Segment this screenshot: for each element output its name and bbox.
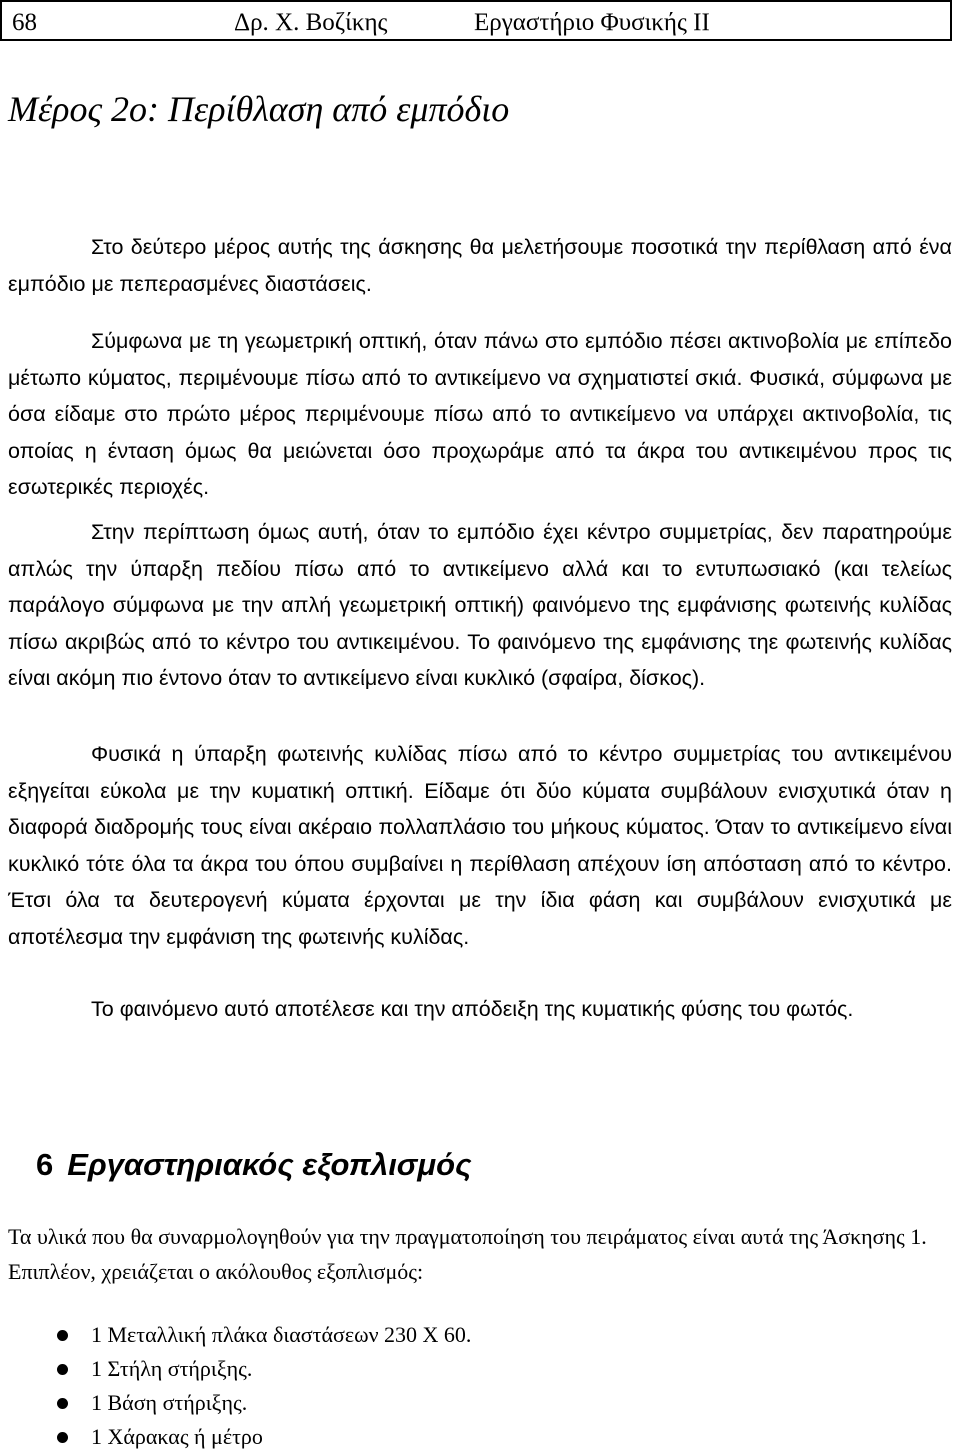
section-number: 6: [36, 1147, 54, 1182]
paragraph-wave-nature: Το φαινόμενο αυτό αποτέλεσε και την απόδειξη της κυματικής φύσης του φωτός.: [91, 997, 854, 1021]
section-heading: [36, 1147, 472, 1183]
section-title-text: Εργαστηριακός εξοπλισμός: [67, 1147, 472, 1182]
header-author: Δρ. Χ. Βοζίκης: [234, 9, 388, 36]
bullet-icon: [57, 1432, 68, 1443]
list-item: 1 Μεταλλική πλάκα διαστάσεων 230 Χ 60.: [0, 1318, 471, 1352]
equipment-list: [0, 1318, 471, 1454]
header-lab-title: Εργαστήριο Φυσικής ΙΙ: [474, 9, 710, 36]
part-title: Μέρος 2ο: Περίθλαση από εμπόδιο: [8, 89, 510, 129]
page-number: 68: [12, 9, 37, 36]
list-item: 1 Χάρακας ή μέτρο: [0, 1420, 471, 1454]
paragraph-wave-optics: Φυσικά η ύπαρξη φωτεινής κυλίδας πίσω από το κέντρο συμμετρίας του αντικειμένου εξηγείται εύκολα με την κυματική οπτική. Είδαμε ότι δύο κύματα συμβάλουν ενισχυτικά όταν η διαφορά διαδρομής τους είναι ακέραιο πολλαπλάσιο του μήκους κύματος. Όταν το αντικείμενο είναι κυκλικό τότε όλα τα άκρα του όπου συμβαίνει η περίθλαση απέχουν ίση απόσταση από το κέντρο. Έτσι όλα τα δευτερογενή κύματα έρχονται με την ίδια φάση και συμβάλουν ενισχυτικά με αποτέλεσμα την εμφάνιση της φωτεινής κυλίδας.: [8, 742, 952, 949]
equipment-intro: Τα υλικά που θα συναρμολογηθούν για την πραγματοποίηση του πειράματος είναι αυτά της Άσκησης 1. Επιπλέον, χρειάζεται ο ακόλουθος εξοπλισμός:: [8, 1224, 927, 1284]
bullet-icon: [57, 1330, 68, 1341]
page-header: [0, 0, 952, 41]
paragraph-symmetry-center: Στην περίπτωση όμως αυτή, όταν το εμπόδιο έχει κέντρο συμμετρίας, δεν παρατηρούμε απλώς την ύπαρξη πεδίου πίσω από το αντικείμενο αλλά και το εντυπωσιακό (και τελείως παράλογο σύμφωνα με την απλή γεωμετρική οπτική) φαινόμενο της εμφάνισης φωτεινής κυλίδας πίσω ακριβώς από το κέντρο του αντικειμένου. Το φαινόμενο της εμφάνισης τηε φωτεινής κυλίδας είναι ακόμη πιο έντονο όταν το αντικείμενο είναι κυκλικό (σφαίρα, δίσκος).: [8, 520, 952, 690]
bullet-icon: [57, 1398, 68, 1409]
list-item: 1 Βάση στήριξης.: [0, 1386, 471, 1420]
paragraph-intro: Στο δεύτερο μέρος αυτής της άσκησης θα μελετήσουμε ποσοτικά την περίθλαση από ένα εμπόδιο με πεπερασμένες διαστάσεις.: [8, 235, 952, 296]
bullet-icon: [57, 1364, 68, 1375]
paragraph-geometric-optics: Σύμφωνα με τη γεωμετρική οπτική, όταν πάνω στο εμπόδιο πέσει ακτινοβολία με επίπεδο μέτωπο κύματος, περιμένουμε πίσω από το αντικείμενο να σχηματιστεί σκιά. Φυσικά, σύμφωνα με όσα είδαμε στο πρώτο μέρος περιμένουμε πίσω από το αντικείμενο να υπάρχει ακτινοβολία, τις οποίας η ένταση όμως θα μειώνεται όσο προχωράμε από τα άκρα του αντικειμένου προς τις εσωτερικές περιοχές.: [8, 329, 952, 499]
list-item: 1 Στήλη στήριξης.: [0, 1352, 471, 1386]
